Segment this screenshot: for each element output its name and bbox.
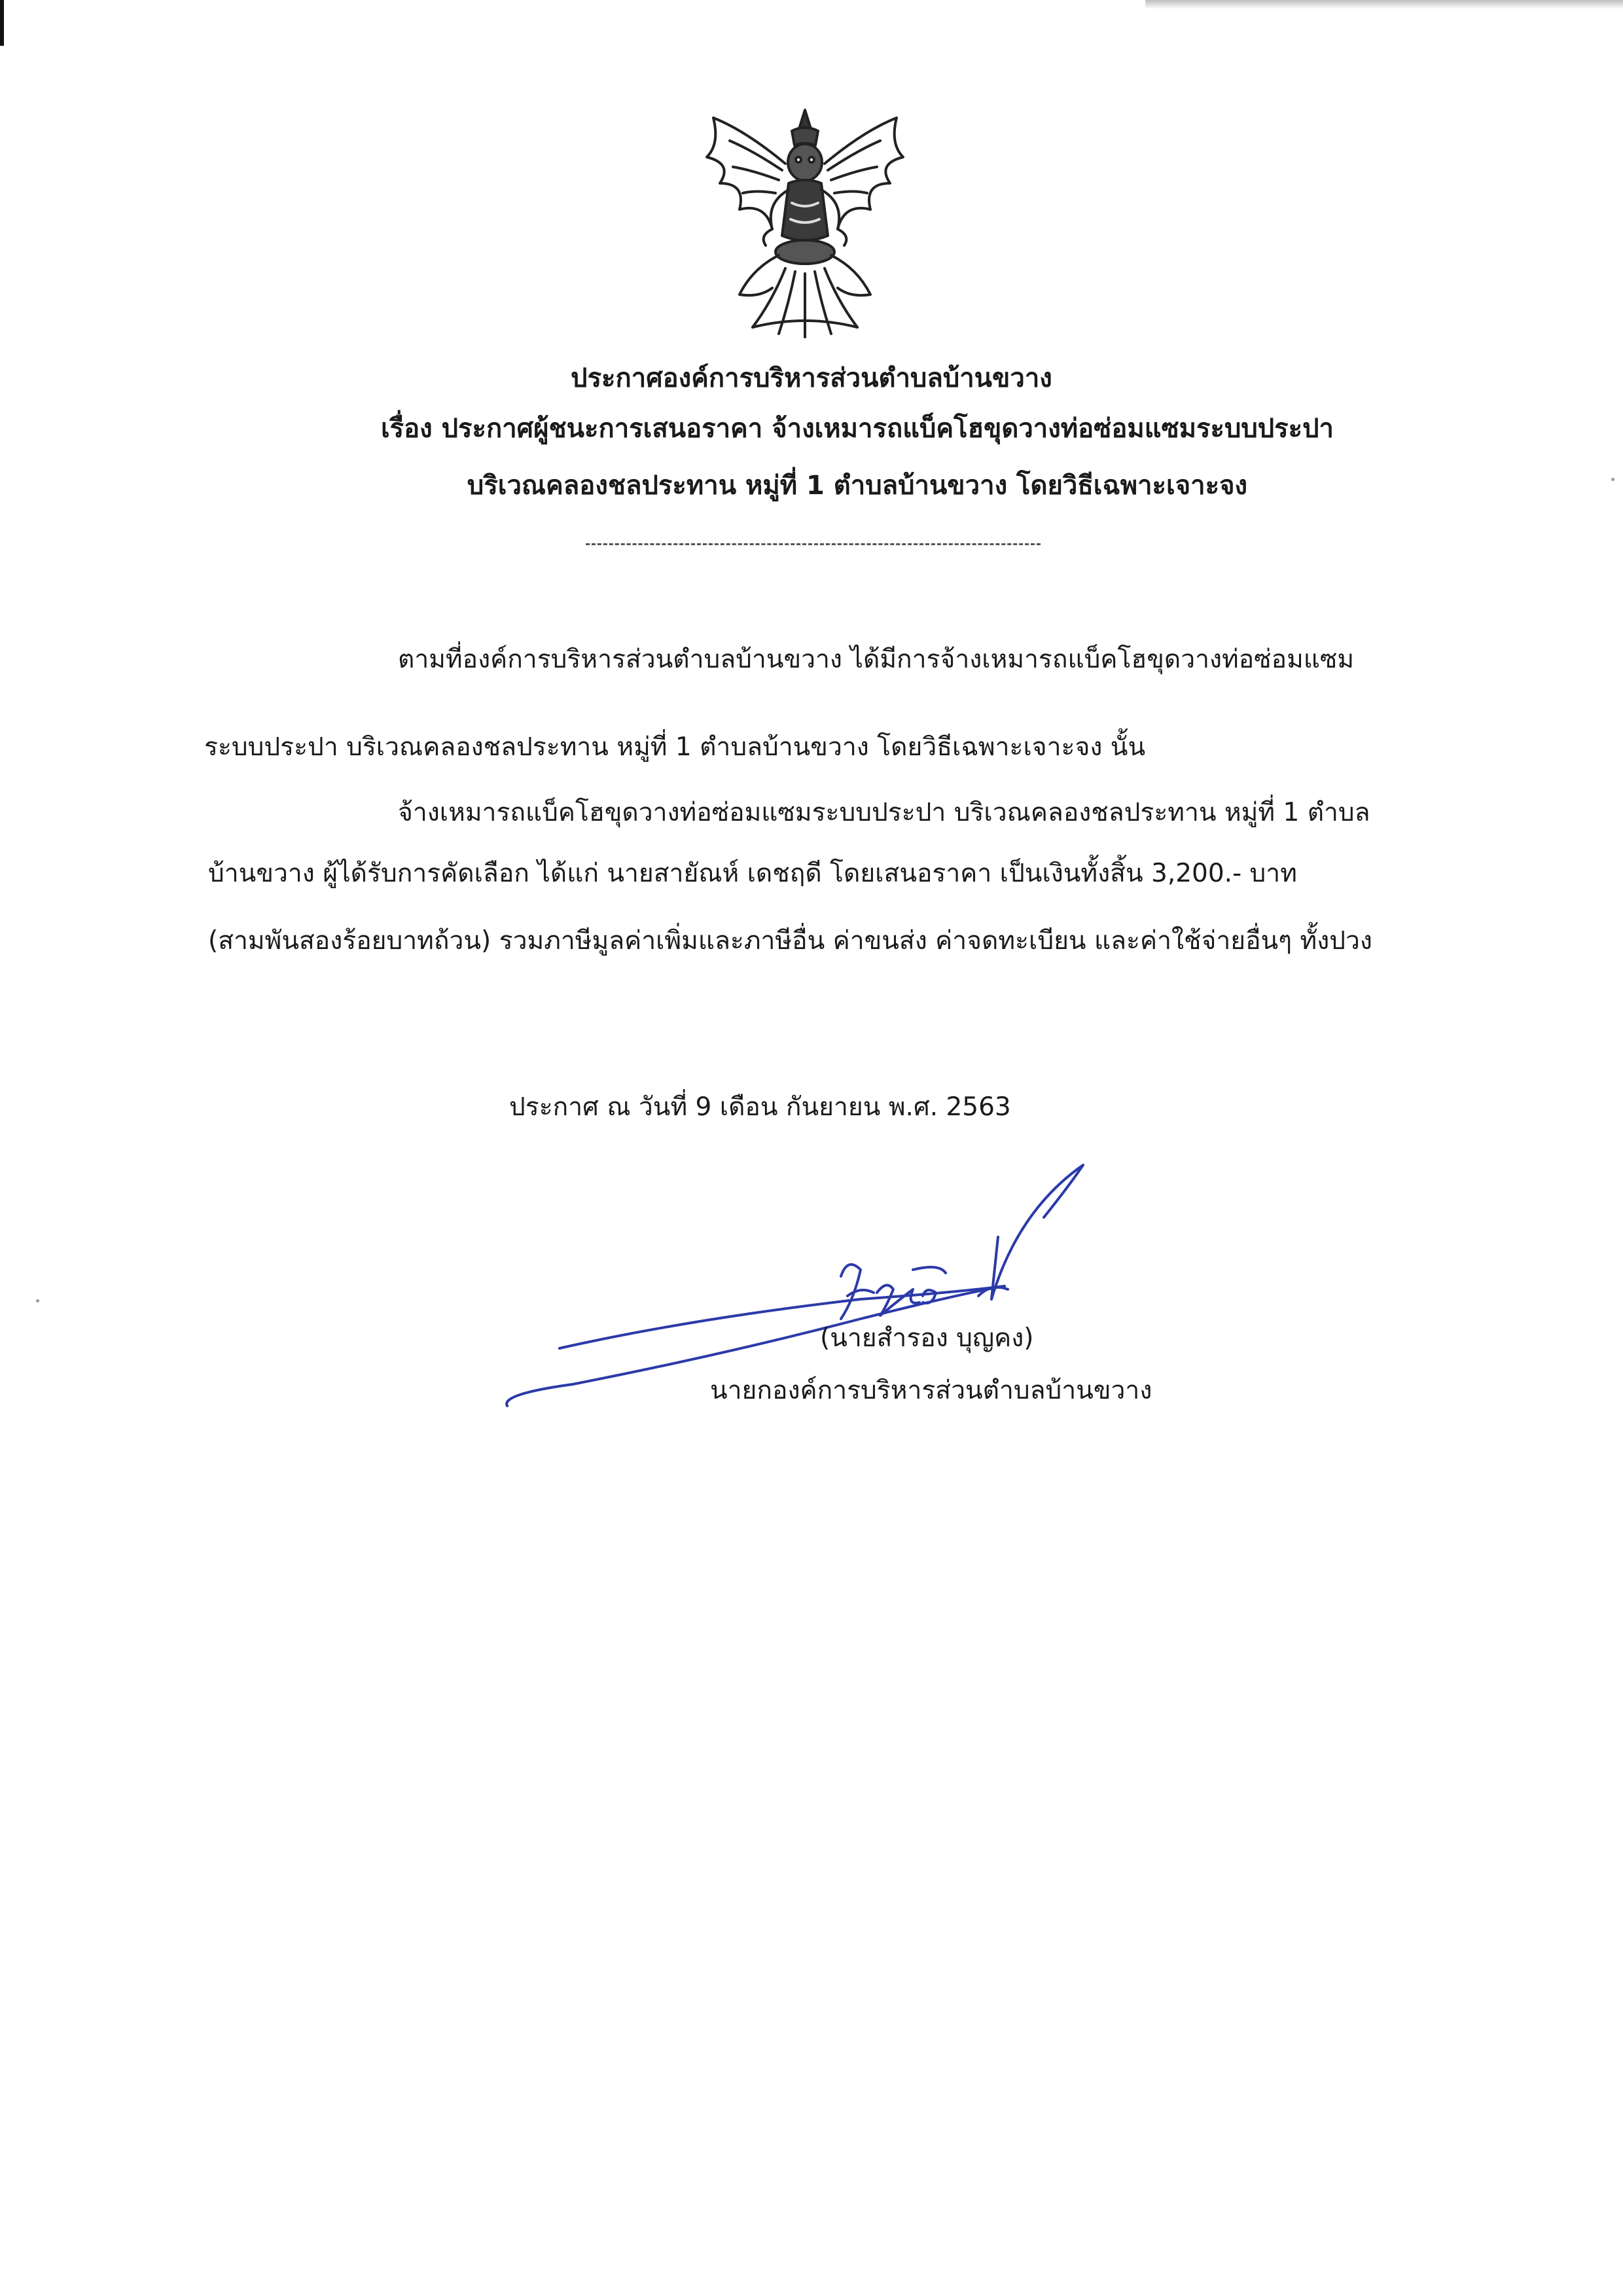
- header-divider: [586, 543, 1041, 545]
- paragraph-1-line-2: ระบบประปา บริเวณคลองชลประทาน หมู่ที่ 1 ตำบลบ้านขวาง โดยวิธีเฉพาะเจาะจง นั้น: [204, 732, 1146, 762]
- paragraph-2-line-3: (สามพันสองร้อยบาทถ้วน) รวมภาษีมูลค่าเพิ่มและภาษีอื่น ค่าขนส่ง ค่าจดทะเบียน และค่าใช้จ่ายอื่นๆ ทั้งปวง: [208, 926, 1372, 956]
- garuda-emblem-icon: [694, 105, 916, 340]
- paragraph-2-line-1: จ้างเหมารถแบ็คโฮขุดวางท่อซ่อมแซมระบบประปา บริเวณคลองชลประทาน หมู่ที่ 1 ตำบล: [398, 798, 1370, 827]
- scan-edge-left: [0, 0, 4, 46]
- announcement-subject: เรื่อง ประกาศผู้ชนะการเสนอราคา จ้างเหมารถแบ็คโฮขุดวางท่อซ่อมแซมระบบประปา: [381, 414, 1334, 444]
- scan-edge-top: [1145, 0, 1623, 9]
- paragraph-1-line-1: ตามที่องค์การบริหารส่วนตำบลบ้านขวาง ได้มีการจ้างเหมารถแบ็คโฮขุดวางท่อซ่อมแซม: [398, 645, 1355, 674]
- paragraph-2-line-2: บ้านขวาง ผู้ได้รับการคัดเลือก ได้แก่ นายสายัณห์ เดชฤดี โดยเสนอราคา เป็นเงินทั้งสิ้น 3,200.- บาท: [208, 859, 1297, 888]
- scan-speck: [36, 1299, 39, 1302]
- announcement-subject-cont: บริเวณคลองชลประทาน หมู่ที่ 1 ตำบลบ้านขวาง โดยวิธีเฉพาะเจาะจง: [467, 471, 1248, 501]
- announcement-title: ประกาศองค์การบริหารส่วนตำบลบ้านขวาง: [571, 363, 1052, 393]
- signer-name: (นายสำรอง บุญคง): [820, 1323, 1034, 1353]
- announcement-date: ประกาศ ณ วันที่ 9 เดือน กันยายน พ.ศ. 2563: [509, 1092, 1011, 1122]
- signer-title: นายกองค์การบริหารส่วนตำบลบ้านขวาง: [710, 1376, 1152, 1405]
